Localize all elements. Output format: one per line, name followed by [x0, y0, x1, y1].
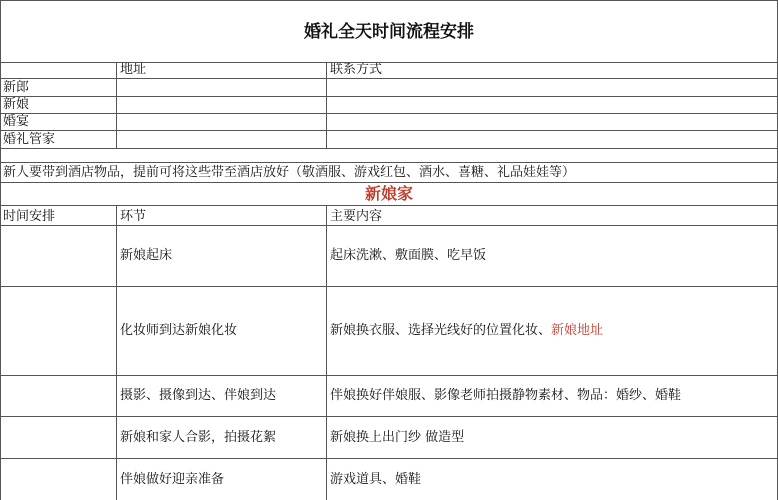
role-cell[interactable]: 新娘 — [0, 97, 117, 113]
step-cell[interactable]: 新娘和家人合影，拍摄花絮 — [117, 417, 327, 458]
content-text: 新娘换衣服、选择光线好的位置化妆、 — [330, 323, 552, 338]
people-row-bride — [0, 96, 778, 113]
step-header[interactable]: 环节 — [117, 206, 327, 225]
people-row-groom — [0, 78, 778, 96]
schedule-row — [0, 286, 778, 375]
schedule-row — [0, 225, 778, 286]
time-cell[interactable] — [0, 287, 117, 375]
contact-header[interactable]: 联系方式 — [330, 63, 383, 77]
content-cell[interactable]: 起床洗漱、敷面膜、吃早饭 — [330, 248, 487, 263]
address-cell[interactable] — [117, 131, 327, 148]
section-title[interactable]: 新娘家 — [364, 184, 413, 203]
step-cell[interactable]: 新娘起床 — [117, 226, 327, 286]
time-cell[interactable] — [0, 376, 117, 416]
step-cell[interactable]: 摄影、摄像到达、伴娘到达 — [117, 376, 327, 416]
time-cell[interactable] — [0, 226, 117, 286]
note-text[interactable]: 新人要带到酒店物品，提前可将这些带至酒店放好（敬酒服、游戏红包、酒水、喜糖、礼品娃娃等） — [3, 164, 576, 180]
role-cell[interactable]: 婚礼管家 — [0, 131, 117, 148]
section-title-row — [0, 182, 778, 205]
step-cell[interactable]: 伴娘做好迎亲准备 — [117, 459, 327, 500]
schedule-header-row — [0, 205, 778, 225]
time-header[interactable]: 时间安排 — [0, 206, 117, 225]
contact-header-blank-cell[interactable] — [0, 63, 117, 78]
spacer-row — [0, 148, 778, 162]
title-row — [0, 0, 778, 62]
address-cell[interactable] — [117, 114, 327, 130]
step-cell[interactable]: 化妆师到达新娘化妆 — [117, 287, 327, 375]
contact-cell[interactable] — [327, 131, 778, 148]
contact-cell[interactable] — [327, 114, 778, 130]
content-cell[interactable] — [327, 287, 778, 375]
spacer-cell[interactable] — [0, 149, 778, 162]
role-cell[interactable]: 新郎 — [0, 79, 117, 96]
content-cell[interactable]: 新娘换上出门纱 做造型 — [330, 429, 465, 445]
address-header[interactable]: 地址 — [117, 63, 327, 78]
schedule-row — [0, 458, 778, 500]
role-cell[interactable]: 婚宴 — [0, 114, 117, 130]
note-row — [0, 162, 778, 182]
page-title: 婚礼全天时间流程安排 — [304, 21, 474, 42]
bride-address-highlight: 新娘地址 — [551, 323, 604, 338]
time-cell[interactable] — [0, 417, 117, 458]
time-cell[interactable] — [0, 459, 117, 500]
address-cell[interactable] — [117, 97, 327, 113]
content-cell[interactable]: 伴娘换好伴娘服、影像老师拍摄静物素材、物品：婚纱、婚鞋 — [330, 388, 682, 403]
address-cell[interactable] — [117, 79, 327, 96]
schedule-row — [0, 375, 778, 416]
content-cell[interactable]: 游戏道具、婚鞋 — [330, 471, 422, 487]
contact-cell[interactable] — [327, 97, 778, 113]
contact-header-row — [0, 62, 778, 78]
schedule-row — [0, 416, 778, 458]
contact-cell[interactable] — [327, 79, 778, 96]
people-row-banquet — [0, 113, 778, 130]
content-header[interactable]: 主要内容 — [330, 209, 383, 224]
people-row-steward — [0, 130, 778, 148]
